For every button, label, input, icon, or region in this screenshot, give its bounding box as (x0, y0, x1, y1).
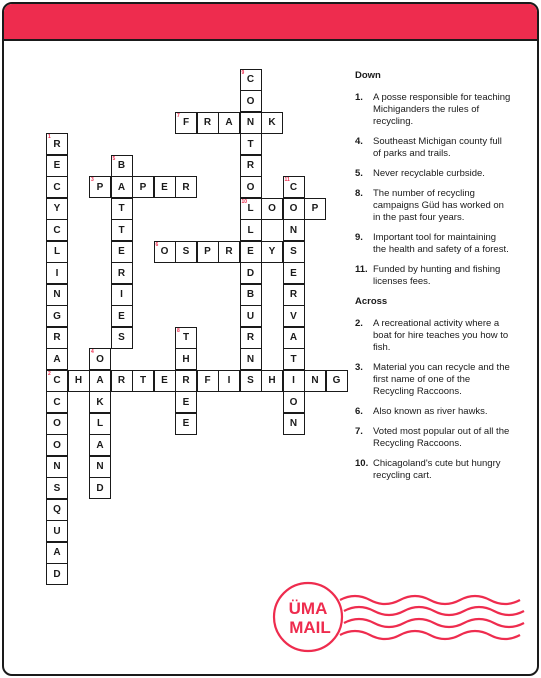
cell-letter: E (161, 375, 168, 386)
cell-letter: E (118, 310, 125, 322)
grid-cell[interactable] (175, 348, 197, 370)
cell-letter: R (53, 332, 61, 343)
down-clue (355, 92, 535, 128)
cell-letter: C (246, 74, 255, 85)
grid-cell[interactable] (89, 456, 111, 478)
grid-cell[interactable] (240, 305, 262, 327)
grid-cell[interactable] (175, 413, 197, 435)
stamp-wave (340, 631, 520, 639)
cell-letter: U (246, 310, 255, 322)
grid-cell[interactable] (111, 262, 133, 284)
stamp-wave (344, 619, 524, 627)
cell-letter: D (246, 267, 255, 279)
cell-letter: E (53, 160, 61, 171)
grid-cell[interactable] (111, 198, 133, 220)
cell-letter: C (53, 224, 61, 236)
grid-cell[interactable] (197, 370, 219, 392)
clue-text: Funded by hunting and fishing licenses fees. (373, 264, 501, 287)
cell-letter: O (53, 418, 61, 429)
cell-letter: R (117, 375, 126, 386)
cell-letter: N (96, 461, 104, 472)
grid-cell[interactable] (240, 112, 262, 134)
cell-letter: R (203, 117, 212, 128)
grid-cell[interactable] (283, 241, 305, 263)
grid-cell[interactable] (240, 262, 262, 284)
clue-text: A posse responsible for teaching Michiganders the rules of recycling. (373, 92, 511, 127)
cell-letter: A (53, 353, 61, 365)
cell-letter: I (55, 267, 59, 279)
cell-letter: I (292, 375, 295, 386)
clue-text: Voted most popular out of all the Recycling Raccoons. (373, 426, 510, 449)
grid-cell[interactable] (240, 69, 262, 91)
grid-cell[interactable] (261, 198, 283, 220)
cell-number: 6 (155, 241, 159, 248)
clue-number: 1. (355, 92, 363, 103)
cell-letter: P (139, 181, 147, 193)
grid-cell[interactable] (154, 370, 176, 392)
across-clue (355, 458, 535, 482)
clue-number: 7. (355, 426, 363, 437)
grid-cell[interactable] (283, 198, 305, 220)
grid-cell[interactable] (111, 241, 133, 263)
cell-letter: L (247, 224, 254, 236)
grid-cell[interactable] (46, 133, 68, 155)
cell-letter: T (139, 375, 147, 386)
grid-cell[interactable] (240, 284, 262, 306)
grid-cell[interactable] (154, 176, 176, 198)
grid-cell[interactable] (111, 284, 133, 306)
clue-number: 3. (355, 362, 363, 373)
stamp-wave (340, 596, 520, 604)
cell-letter: K (268, 117, 276, 128)
down-clue-list (355, 92, 535, 288)
grid-cell[interactable] (46, 348, 68, 370)
cell-letter: L (53, 246, 61, 257)
grid-cell[interactable] (46, 370, 68, 392)
cell-letter: E (161, 181, 168, 193)
cell-number: 2 (48, 370, 51, 377)
grid-cell[interactable] (283, 370, 305, 392)
cell-letter: U (53, 525, 61, 537)
across-heading: Across (355, 296, 388, 307)
grid-cell[interactable] (197, 112, 219, 134)
clue-text: Important tool for maintaining the health and safety of a forest. (373, 232, 509, 255)
grid-cell[interactable] (46, 305, 68, 327)
grid-cell[interactable] (46, 413, 68, 435)
cell-number: 8 (177, 327, 180, 334)
cell-letter: S (53, 482, 61, 494)
clue-text: Chicagoland's cute but hungry recycling cart. (373, 458, 501, 481)
cell-letter: E (118, 246, 125, 257)
grid-cell[interactable] (46, 198, 68, 220)
grid-cell[interactable] (283, 305, 305, 327)
grid-cell[interactable] (111, 176, 133, 198)
cell-letter: E (247, 246, 254, 257)
cell-letter: C (53, 396, 61, 408)
cell-letter: O (268, 203, 276, 214)
grid-cell[interactable] (132, 370, 154, 392)
clue-text: Never recyclable curbside. (373, 168, 485, 179)
cell-letter: O (246, 181, 255, 193)
cell-letter: H (268, 375, 276, 386)
grid-cell[interactable] (240, 133, 262, 155)
cell-letter: Y (53, 203, 61, 214)
grid-cell[interactable] (111, 155, 133, 177)
grid-cell[interactable] (218, 370, 240, 392)
cell-letter: T (118, 203, 125, 214)
cell-letter: A (289, 332, 298, 343)
grid-cell[interactable] (261, 112, 283, 134)
clue-number: 5. (355, 168, 363, 179)
grid-cell[interactable] (240, 155, 262, 177)
cell-letter: O (96, 353, 104, 365)
grid-cell[interactable] (68, 370, 90, 392)
clue-number: 10. (355, 458, 369, 469)
grid-cell[interactable] (89, 434, 111, 456)
cell-letter: S (182, 246, 190, 257)
cell-number: 10 (241, 198, 248, 205)
stamp-line1: ÜMA (288, 599, 328, 618)
across-clue (355, 318, 535, 354)
cell-number: 3 (91, 177, 94, 183)
grid-cell[interactable] (154, 241, 176, 263)
grid-cell[interactable] (89, 391, 111, 413)
down-clue (355, 264, 535, 288)
cell-letter: T (290, 353, 297, 365)
cell-letter: N (289, 418, 298, 429)
cell-letter: A (53, 547, 61, 558)
grid-cell[interactable] (283, 327, 305, 349)
cell-letter: N (246, 117, 255, 128)
grid-cell[interactable] (46, 219, 68, 241)
cell-letter: R (182, 375, 190, 386)
grid-cell[interactable] (283, 348, 305, 370)
grid-cell[interactable] (283, 219, 305, 241)
across-clue-list (355, 318, 535, 482)
grid-cell[interactable] (89, 413, 111, 435)
grid-cell[interactable] (89, 348, 111, 370)
cell-number: 9 (241, 69, 245, 76)
down-clue (355, 188, 535, 224)
cell-letter: O (160, 246, 169, 257)
grid-cell[interactable] (240, 219, 262, 241)
across-clue (355, 406, 535, 418)
grid-cell[interactable] (240, 348, 262, 370)
grid-cell[interactable] (46, 456, 68, 478)
cell-letter: O (289, 396, 298, 408)
cell-letter: E (182, 418, 190, 429)
cell-letter: C (53, 181, 61, 193)
grid-cell[interactable] (218, 112, 240, 134)
cell-letter: P (311, 203, 319, 214)
cell-letter: F (204, 375, 211, 386)
clue-number: 9. (355, 232, 363, 243)
cell-letter: I (227, 375, 231, 386)
cell-letter: C (53, 375, 61, 386)
across-clue (355, 426, 535, 450)
cell-letter: A (225, 117, 233, 128)
grid-cell[interactable] (46, 434, 68, 456)
grid-cell[interactable] (46, 176, 68, 198)
cell-number: 11 (284, 177, 290, 183)
cell-letter: P (96, 181, 104, 193)
grid-cell[interactable] (111, 327, 133, 349)
clue-number: 2. (355, 318, 363, 329)
grid-cell[interactable] (175, 112, 197, 134)
cell-letter: R (246, 332, 255, 343)
cell-letter: F (182, 117, 190, 128)
grid-cell[interactable] (46, 563, 68, 585)
grid-cell[interactable] (89, 176, 111, 198)
cell-letter: D (53, 568, 61, 580)
across-clue (355, 362, 535, 398)
cell-letter: I (120, 289, 123, 300)
cell-letter: H (74, 375, 83, 386)
cell-number: 5 (112, 155, 116, 162)
cell-letter: G (332, 375, 341, 386)
grid-cell[interactable] (240, 176, 262, 198)
clue-number: 6. (355, 406, 363, 417)
cell-number: 4 (91, 349, 94, 355)
cell-letter: N (246, 353, 255, 365)
cell-letter: O (289, 203, 298, 214)
cell-letter: Q (53, 504, 61, 515)
grid-cell[interactable] (111, 370, 133, 392)
cell-letter: O (246, 95, 255, 107)
grid-cell[interactable] (197, 241, 219, 263)
clue-text: The number of recycling campaigns Güd has worked on in the past four years. (373, 188, 504, 223)
grid-cell[interactable] (46, 477, 68, 499)
grid-cell[interactable] (240, 90, 262, 112)
cell-letter: T (118, 224, 125, 236)
down-clue (355, 136, 535, 160)
cell-letter: B (117, 160, 126, 171)
cell-letter: R (246, 160, 255, 171)
cell-letter: E (290, 267, 297, 279)
grid-cell[interactable] (46, 241, 68, 263)
grid-cell[interactable] (240, 198, 262, 220)
grid-cell[interactable] (89, 477, 111, 499)
clue-text: Also known as river hawks. (373, 406, 488, 417)
grid-cell[interactable] (89, 370, 111, 392)
cell-letter: L (96, 418, 104, 429)
grid-cell[interactable] (304, 370, 326, 392)
grid-cell[interactable] (46, 155, 68, 177)
cell-letter: E (182, 396, 190, 408)
clue-text: Southeast Michigan county full of parks and trails. (373, 136, 502, 159)
grid-cell[interactable] (111, 305, 133, 327)
cell-letter: N (53, 289, 61, 300)
grid-cell[interactable] (283, 413, 305, 435)
grid-cell[interactable] (46, 327, 68, 349)
cell-letter: L (247, 203, 254, 214)
grid-cell[interactable] (46, 542, 68, 564)
uma-mail-stamp (270, 575, 535, 660)
clue-text: Material you can recycle and the first name of one of the Recycling Raccoons. (373, 362, 510, 397)
grid-cell[interactable] (240, 241, 262, 263)
cell-letter: R (53, 138, 61, 150)
down-clue (355, 168, 535, 180)
cell-letter: Y (268, 246, 276, 257)
cell-letter: R (289, 289, 298, 300)
grid-cell[interactable] (218, 241, 240, 263)
cell-letter: S (118, 332, 125, 343)
cell-letter: H (182, 353, 190, 365)
stamp-wave (344, 607, 524, 615)
clue-text: A recreational activity where a boat for hire teaches you how to fish. (373, 318, 509, 353)
grid-cell[interactable] (240, 370, 262, 392)
clue-panel (355, 70, 535, 490)
cell-letter: K (96, 396, 104, 408)
cell-letter: O (53, 439, 61, 451)
grid-cell[interactable] (175, 176, 197, 198)
grid-cell[interactable] (283, 391, 305, 413)
cell-letter: V (290, 310, 297, 322)
cell-letter: P (204, 246, 211, 257)
grid-cell[interactable] (46, 284, 68, 306)
cell-letter: A (96, 439, 104, 451)
cell-letter: N (53, 461, 61, 472)
cell-number: 1 (48, 134, 51, 140)
grid-cell[interactable] (46, 499, 68, 521)
down-heading: Down (355, 70, 381, 81)
cell-letter: S (247, 375, 254, 386)
cell-letter: G (53, 310, 61, 322)
grid-cell[interactable] (111, 219, 133, 241)
grid-cell[interactable] (283, 262, 305, 284)
grid-cell[interactable] (132, 176, 154, 198)
grid-cell[interactable] (46, 391, 68, 413)
grid-cell[interactable] (240, 327, 262, 349)
cell-letter: T (182, 332, 190, 343)
grid-cell[interactable] (175, 391, 197, 413)
cell-letter: T (247, 138, 254, 150)
cell-letter: R (182, 181, 190, 193)
grid-cell[interactable] (175, 241, 197, 263)
grid-cell[interactable] (46, 262, 68, 284)
cell-number: 7 (177, 112, 180, 119)
clue-number: 11. (355, 264, 368, 275)
grid-cell[interactable] (283, 284, 305, 306)
cell-letter: S (290, 246, 297, 257)
cell-letter: R (117, 267, 126, 279)
grid-cell[interactable] (283, 176, 305, 198)
cell-letter: N (311, 375, 319, 386)
cell-letter: B (246, 289, 255, 300)
cell-letter: D (96, 482, 104, 494)
down-clue (355, 232, 535, 256)
grid-cell[interactable] (261, 370, 283, 392)
cell-letter: A (96, 375, 104, 386)
grid-cell[interactable] (261, 241, 283, 263)
grid-cell[interactable] (304, 198, 326, 220)
clue-number: 8. (355, 188, 363, 199)
grid-cell[interactable] (175, 370, 197, 392)
cell-letter: R (225, 246, 233, 257)
grid-cell[interactable] (326, 370, 348, 392)
stamp-line2: MAIL (289, 618, 331, 637)
clue-number: 4. (355, 136, 363, 147)
cell-letter: C (289, 181, 298, 193)
grid-cell[interactable] (46, 520, 68, 542)
cell-letter: N (289, 224, 298, 236)
grid-cell[interactable] (175, 327, 197, 349)
cell-letter: A (117, 181, 126, 193)
